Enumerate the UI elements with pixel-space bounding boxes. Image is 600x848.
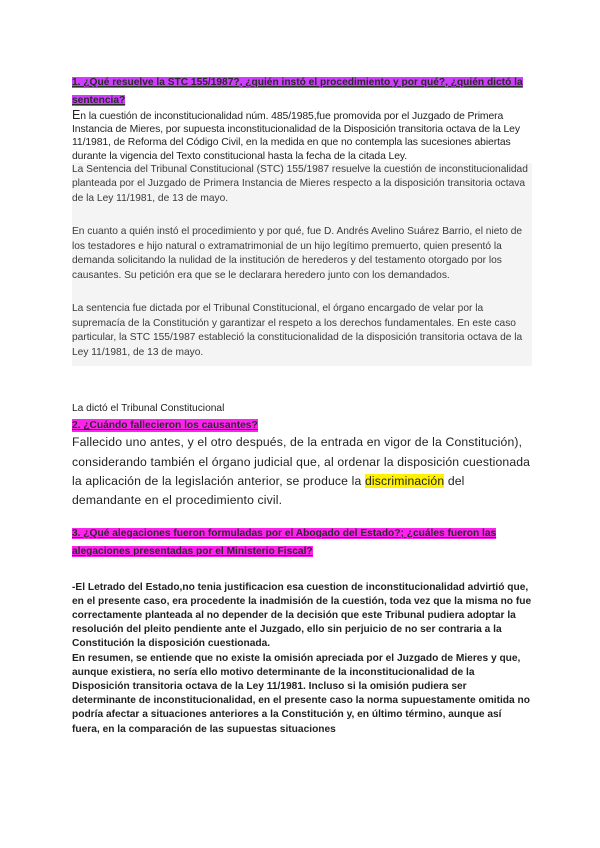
document-body bbox=[72, 72, 532, 737]
question-2-heading-text: 2. ¿Cuándo fallecieron los causantes? bbox=[72, 420, 258, 432]
question-2-answer-before: Fallecido uno antes, y el otro después, de la entrada en vigor de la Constitución), considerando también el órgano judicial que, al ordenar la disposición cuestionada la aplicación de la legislación anterior, se produce la bbox=[72, 435, 531, 488]
question-3-answer-paragraph-2: En resumen, se entiende que no existe la omisión apreciada por el Juzgado de Mieres y que, aunque existiera, no sería ello motivo determinante de la inconstitucionalidad de la Disposición transitoria octava de la Ley 11/1981. Incluso si la omisión pudiera ser determinante de inconstitucionalidad, en el presente caso la norma supuestamente omitida no podría afectar a situaciones anteriores a la Constitución y, en último término, aunque así fuera, en la comparación de las supuestas situaciones bbox=[72, 652, 530, 735]
paragraph-gap bbox=[72, 283, 530, 302]
question-1-intro-drop: E bbox=[72, 108, 81, 122]
question-3-heading-text: 3. ¿Qué alegaciones fueron formuladas por el Abogado del Estado?; ¿cuáles fueron las alegaciones presentadas por el Ministerio Fiscal? bbox=[72, 527, 497, 557]
question-1-intro-text: n la cuestión de inconstitucionalidad núm. 485/1985,fue promovida por el Juzgado de Primera Instancia de Mieres, por supuesta inconstitucionalidad de la Disposición transitoria octava de la Ley 11/1981, de Reforma del Código Civil, en la medida en que no contempla las sucesiones abiertas durante la vigencia del Texto constitucional hasta la fecha de la citada Ley. bbox=[72, 111, 520, 162]
question-2-answer bbox=[72, 433, 532, 510]
section-gap bbox=[72, 366, 532, 402]
question-1-answer-paragraph-2: En cuanto a quién instó el procedimiento y por qué, fue D. Andrés Avelino Suárez Barrio, el nieto de los testadores e hijo natural o extramatrimonial de un hijo legítimo premuerto, quien presentó la demanda solicitando la nulidad de la institución de herederos y del testamento otorgado por los causantes. Su petición era que se le declarara heredero junto con los demandados. bbox=[72, 226, 523, 281]
question-1-short-answer: La dictó el Tribunal Constitucional bbox=[72, 403, 225, 415]
question-1-answer-paragraph-3: La sentencia fue dictada por el Tribunal Constitucional, el órgano encargado de velar por la supremacía de la Constitución y garantizar el respeto a los derechos fundamentales. En este caso particular, la STC 155/1987 estableció la constitucionalidad de la disposición transitoria octava de la Ley 11/1981, de 13 de mayo. bbox=[72, 303, 523, 358]
question-1-heading bbox=[72, 72, 532, 108]
question-1-heading-text: 1. ¿Qué resuelve la STC 155/1987?, ¿quién instó el procedimiento y por qué?, ¿quién dictó la sentencia? bbox=[72, 77, 523, 106]
question-2-answer-highlight: discriminación bbox=[364, 473, 445, 488]
section-gap bbox=[72, 511, 532, 523]
question-1-answer-block bbox=[72, 163, 532, 367]
question-3-heading bbox=[72, 523, 532, 559]
question-1-answer-paragraph-1: La Sentencia del Tribunal Constitucional (STC) 155/1987 resuelve la cuestión de inconstitucionalidad planteada por el Juzgado de Primera Instancia de Mieres respecto a la disposición transitoria octava de la Ley 11/1981, de 13 de mayo. bbox=[72, 163, 528, 204]
question-2-answer-after: del demandante en el procedimiento civil. bbox=[72, 473, 465, 508]
question-1-intro bbox=[72, 109, 532, 163]
question-2-heading bbox=[72, 415, 532, 433]
question-3-answer-paragraph-1: -El Letrado del Estado,no tenia justificacion esa cuestion de inconstitucionalidad advirtió que, en el presente caso, era procedente la inadmisión de la cuestión, toda vez que la misma no fue correctamente planteada al no depender de la decisión que este Tribunal pudiera adoptar la resolución del pleito pendiente ante el Juzgado, ello sin perjuicio de no ser contraria a la Constitución la disposición cuestionada. bbox=[72, 581, 532, 650]
section-gap bbox=[72, 559, 532, 581]
paragraph-gap bbox=[72, 206, 530, 225]
